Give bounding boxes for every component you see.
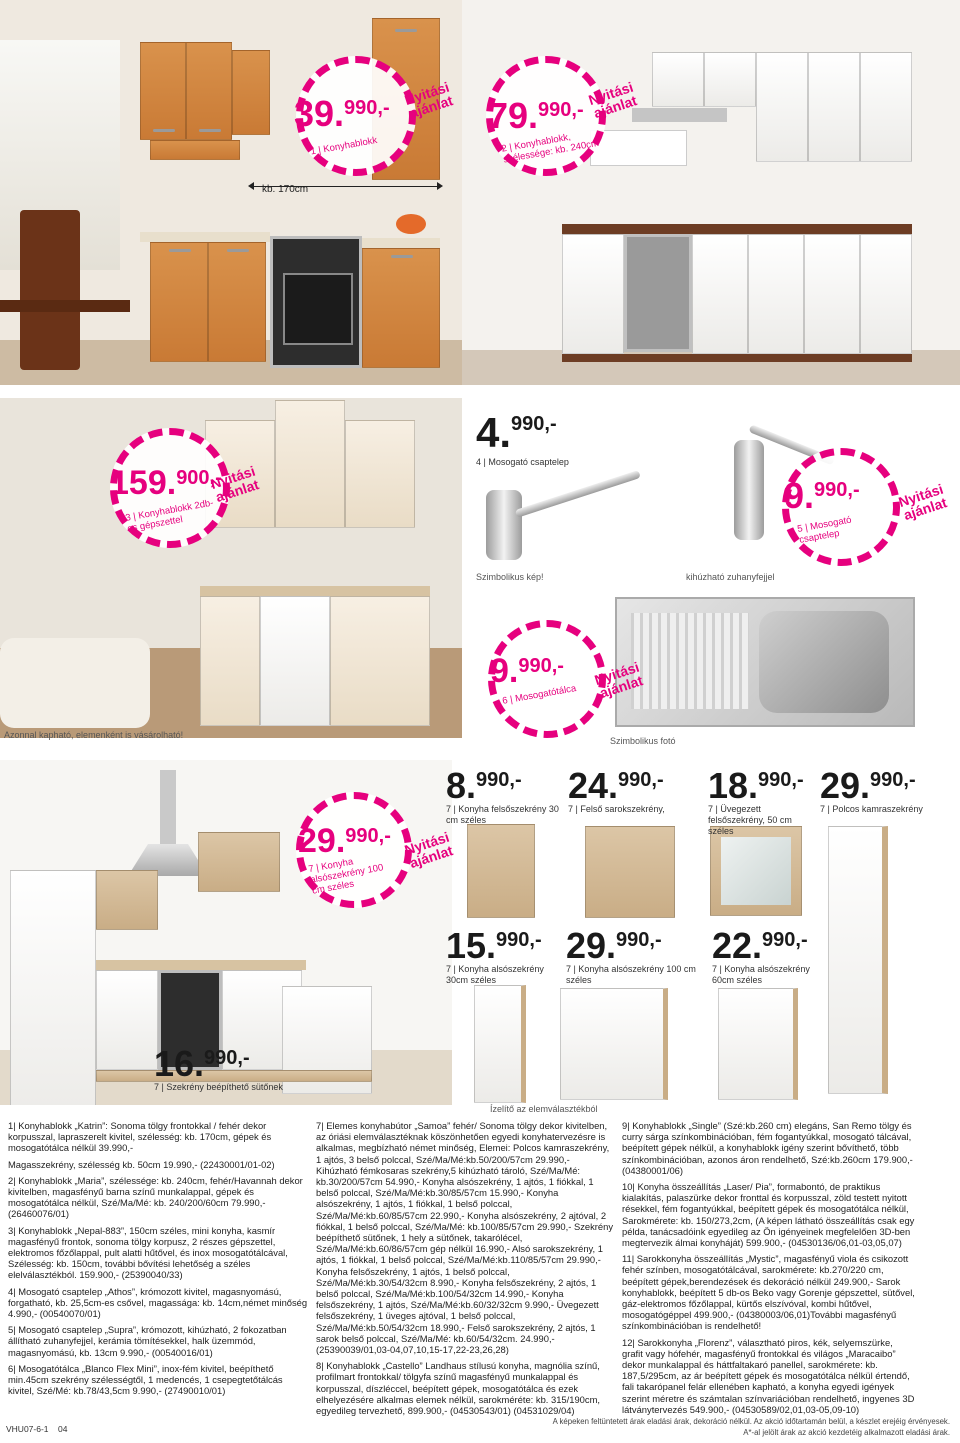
item-4-text: 4| Mosogató csaptelep „Athos”, krómozott kivitel, magasnyomású, forgatható, kb. 25,5cm-es csővel, magassága: kb. 14cm,német minőség 4.990,- (00540070/01) [8,1285,308,1320]
item-1-text: 1| Konyhablokk „Katrin”: Sonoma tölgy frontokkal / fehér dekor korpusszal, lapraszerelt kivitel, szélesség: kb. 170cm, gépek és mosogatótálca nélkül 39.990,- [8,1120,272,1154]
upper-corner-cabinet-image [585,826,675,918]
element-price-1[interactable]: 24.$^{990,-}$ 7 | Felső sarokszekrény, [568,768,698,815]
offer-4-label: 4 | Mosogató csaptelep [476,457,569,467]
item-9-text: 9| Konyhablokk „Single” (Szé:kb.260 cm) elegáns, San Remo tölgy és curry sárga színkombinációban, fém fogantyúkkal, mosogató tálcával, beépített gépek nélkül, a konyhablokk igény szerint bővíthető, több színkombinációban, azonos áron rendelhető, Szé:kb.260cm 179.900,- (04380001/06) [622,1120,913,1176]
element-label-2: 7 | Üvegezett felsőszekrény, 50 cm széles [708,804,792,836]
offer-1-label: 1 | Konyhablokk [309,134,379,158]
offer-6-tag: Nyitási ajánlat [592,658,645,702]
text-column-1 [8,1120,308,1401]
offer-4[interactable] [476,409,646,472]
item-8-text: 8| Konyhablokk „Castello” Landhaus stílusú konyha, magnólia színű, profilmart frontokkal/ tölgyfa színű magasfényű munkalappal és korpusszal, díszléccel, beépített gépek, mosogatótálca és ezek elhelyezésére alkalmas elemek nélkül, sarokméréte: kb. 315/190cm, egyedileg tervezhető, 899.900,- (04530543/01) (04531029/04) [316,1360,600,1417]
offer-7-price: 29.$^{990,-}$ [298,822,391,860]
offer-5-tag: Nyitási ajánlat [896,480,949,524]
element-price-4[interactable]: 15.$^{990,-}$ 7 | Konyha alsószekrény 30cm széles [446,928,566,986]
item-12-text: 12| Sarokkonyha „Florenz”, választható piros, kék, selyemszürke, grafit vagy hófehér, magasfényű frontokkal és világos „Maracaibo” dekor munkalappal és háttfaltakaró panellel, sarokmérete: kb. 187,5/295cm, az ár beépített gépek és mosogatótálca nélkül értendő, fali takarópanel felár ellenében kapható, a konyha egyedi igények szerint méretre és számtalan színvariációban rendelhető, ingyenes 3D látványtervezés 549.900,- (04530589/02,01,03-05,09-10) [622,1336,915,1415]
item-2-text: 2| Konyhablokk „Maria”, szélessége: kb. 240cm, fehér/Havannah dekor kivitelben, magasfényű barna színű munkalappal, gépek és mosogatótálca nélkül, Szé/Ma/Mé: kb. 240/200/60cm 79.990,- (26460076/01) [8,1174,303,1220]
glass-upper-cabinet-image [710,826,802,916]
symbolic-image-caption: Szimbolikus kép! [476,572,544,582]
base-cabinet-100-image [560,988,668,1100]
faucet-image-athos [476,470,636,570]
element-price-6[interactable]: 22.$^{990,-}$ 7 | Konyha alsószekrény 60cm széles [712,928,832,986]
element-price-0[interactable]: 8.$^{990,-}$ 7 | Konyha felsőszekrény 30 cm széles [446,768,566,826]
item-1b-text: Magasszekrény, szélesség kb. 50cm 19.990,- (22430001/01-02) [8,1158,275,1170]
offer-1-tag: Nyitási ajánlat [402,78,455,122]
offer-6-label: 6 | Mosogatótálca [501,683,578,707]
element-label-4: 7 | Konyha alsószekrény 30cm széles [446,964,544,985]
width-dimension-label: kb. 170cm [262,184,309,195]
selection-caption: Ízelítő az elemválasztékból [490,1104,598,1114]
footer-code: VHU07-6-1 04 [6,1424,68,1434]
item-10-text: 10| Konyha összeállítás „Laser/ Pia”, formabontó, de praktikus kialakítás, palaszürke dekor fronttal és korpusszal, zöld testett nyitott résekkel, fém fogantyúkkal, beépített gépek és mosogatótálca nélkül, Sarokmérete: kb. 150/273,2cm, (A képen látható összeállítás csak egy példa, tanácsadóink egyedileg az Ön igényeinek megfelelően 3D-ben megtervezik álmai konyháját) 599.900,- (04530136/06,01-03,05,07) [622,1181,915,1249]
offer-badge-5[interactable] [770,448,960,578]
offer-7-tag: Nyitási ajánlat [402,828,455,872]
arrow-left-icon [248,182,254,190]
offer-4-price: 4.$^{990,-}$ [476,409,557,456]
element-label-5: 7 | Konyha alsószekrény 100 cm széles [566,964,696,985]
base-cabinet-30-image [474,985,526,1103]
offer-badge-2[interactable] [466,56,646,176]
offer-2-tag: Nyitási ajánlat [586,78,639,122]
offer-badge-3[interactable] [90,428,270,558]
pullout-caption: kihúzható zuhanyfejjel [686,572,775,582]
offer-badge-7[interactable] [292,792,462,922]
element-label-6: 7 | Konyha alsószekrény 60cm széles [712,964,810,985]
text-column-2 [316,1120,614,1421]
offer-7-label: 7 | Konyha alsószekrény 100 cm széles [307,856,385,897]
symbolic-photo-caption: Szimbolikus fotó [610,736,676,746]
offer-5-label: 5 | Mosogató csaptelep [796,514,853,546]
upper-cabinet-30-image [467,824,535,918]
sink-image [615,597,915,727]
footer-note-2: A*-al jelölt árak az akció kezdetéig alkalmazott eladási árak. [743,1427,950,1437]
item-3-text: 3| Konyhablokk „Nepal-883”, 150cm széles, mini konyha, kasmír magasfényű frontok, sonoma tölgy korpusz, 2 részes gépszettel, elektromos főzőlappal, pult alatti hűtővel, és inox mosogatótálcával, Szélesség: kb. 150cm, további bővítési lehetőség a széles elelválasztékból. 159.900,- (25390040/33) [8,1224,288,1281]
offer-badge-1[interactable] [270,56,455,176]
element-price-7[interactable]: 16.$^{990,-}$ 7 | Szekrény beépíthető sütőnek [154,1046,294,1093]
arrow-right-icon [437,182,443,190]
element-price-3[interactable]: 29.$^{990,-}$ 7 | Polcos kamraszekrény [820,768,960,815]
element-label-3: 7 | Polcos kamraszekrény [820,804,923,814]
element-label-1: 7 | Felső sarokszekrény, [568,804,665,814]
footer-note-1: A képeken feltüntetett árak eladási árak, dekoráció nélkül. Az akció időtartamán belül, a készlet erejéig érvényesek. [552,1417,950,1426]
offer-2-price: 79.$^{990,-}$ [488,95,584,136]
offer-3-label: 3 | Konyhablokk 2db-os gépszettel [124,497,215,535]
offer-badge-6[interactable] [480,620,660,750]
element-price-2[interactable]: 18.$^{990,-}$ 7 | Üvegezett felsőszekrény, 50 cm széles [708,768,818,836]
footer-note [500,1417,950,1438]
item-7-text: 7| Elemes konyhabútor „Samoa” fehér/ Sonoma tölgy dekor kivitelben, az óriási elemválasztéknak köszönhetően egyedi konyhatervezésre is alkalmas, megbízható német minőség, Elemei: Polcos kamraszekrény, 1 ajtós, 3 belső polccal, Szé/Ma/Mé:kb.50/200/57cm 29.990,- Kihúzható fémkosaras szekrény,5 kihúzható tároló, Szé/Ma/Mé: kb.30/200/57cm 54.990,- Konyha alsószekrény, 1 ajtós, 1 fiókkal, 1 belső polccal, Szé/Ma/Mé:kb.30/85/57cm 15.990,- Konyha alsószekrény, 1 ajtós, 1 fiókkal, 1 belső polccal, Szé/Ma/Mé:kb.60/85/57cm 22.990,- Konyha alsószekrény, 2 ajtóval, 2 fiókkal, 1 belső polccal, Szé/Ma/Mé: kb.100/85/57cm 29.990,- Szekrény beépíthető sütőnek, 1 hely a sütőnek, takarólécel, Szé/Ma/Mé:kb.60/86/57cm gép nélkül 16.990,- Alsó sarokszekrény, 1 ajtós, 1 fiókkal, 1 belső polccal, Szé/Ma/Mé:kb.110/85/57cm 29.990,- Konyha felsőszekrény, 1 ajtós, 1 belső polccal, Szé/Ma/Mé:kb.30/54/32cm 8.990,- Konyha felsőszekrény, 2 ajtós, 1 belső polccal, Szé/Ma/Mé:kb.100/54/32cm 14.990,- Konyha felsőszekrény, 1 ajtós, Szé/Ma/Mé:kb.60/32/32cm 9.990,- Üvegezett felsőszekrény, 1 üveges ajtóval, 1 belső polccal, Szé/Ma/Mé:kb.50/54/32cm 18.990,- Felső sarokszekrény, 2 ajtós, 1 sarok belső polccal, Szé/Ma/Mé: kb.60/54/32cm. 24.990,- (25390039/01,03-04,07,10,15-17,22-23,26,28) [316,1120,614,1356]
item-6-text: 6| Mosogatótálca „Blanco Flex Mini”, inox-fém kivitel, beépíthető min.45cm szekrény szélességtől, 1 medencés, 1 csepegtetőtálcás kivitel, Szé/Mé: kb.78/43,5cm 9.990,- (27490010/01) [8,1362,283,1397]
offer-2-label: 2 | Konyhablokk, szélessége: kb. 240cm [500,131,600,166]
item-5-text: 5| Mosogató csaptelep „Supra”, krómozott, kihúzható, 2 fokozatban állítható zuhanyfejjel, kerámia tömítésekkel, halk üzemmód, magasnyomású, kb. 13cm 9.990,- (00540016/01) [8,1324,287,1358]
element-label-7: 7 | Szekrény beépíthető sütőnek [154,1082,283,1092]
item-11-text: 11| Sarokkonyha összeállítás „Mystic”, magasfényű viola és csikozott fehér színben, mosogatótálcával, sarokmérete: kb.270/220 cm, beépített gépek,berendezések és dekoráció nélkül 249.900,- Sarok konyhablokk, beépített 5 db-os Beko vagy Gorenje gépszettel, sütővel, gáz-elektromos főzőlappal, kürtős elszívóval, kombi hűtővel, mosogatógéppel 499.900,- (04380003/06,01)További magasfényű színkombinációban is rendelhető! [622,1253,915,1332]
base-cabinet-60-image [718,988,798,1100]
element-price-5[interactable]: 29.$^{990,-}$ 7 | Konyha alsószekrény 100 cm széles [566,925,696,985]
offer-5-price: 9.$^{990,-}$ [784,475,860,516]
offer-1-price: 39.$^{990,-}$ [294,93,390,134]
text-column-3 [622,1120,916,1420]
page-number: 04 [57,1424,68,1434]
pantry-cabinet-image [828,826,888,1094]
available-caption: Azonnal kapható, elemenként is vásárolható! [4,730,184,740]
offer-3-price: 159.$^{900,-}$ [110,464,222,502]
offer-6-price: 9.$^{990,-}$ [490,652,564,690]
element-label-0: 7 | Konyha felsőszekrény 30 cm széles [446,804,559,825]
offer-3-tag: Nyitási ajánlat [208,462,261,506]
